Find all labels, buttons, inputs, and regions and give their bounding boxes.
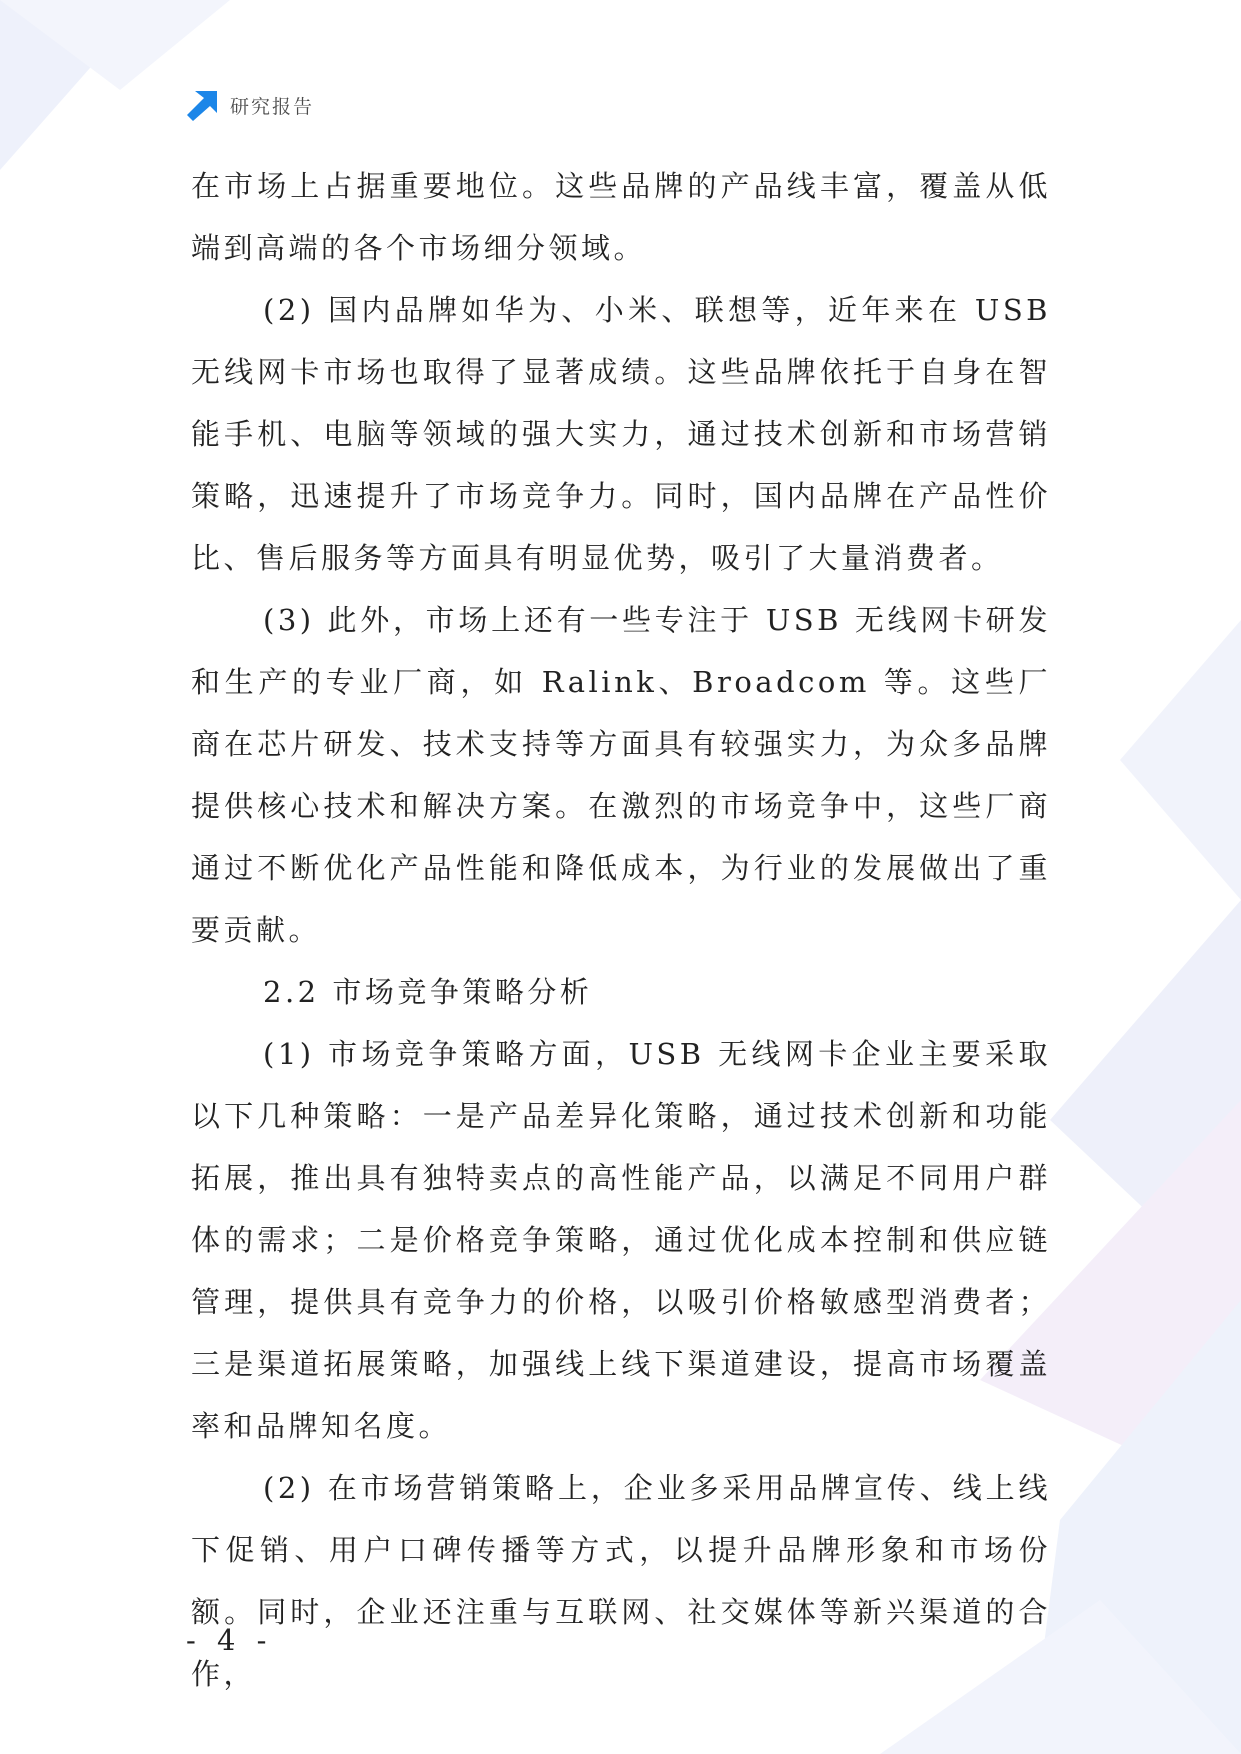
page-number: - 4 - xyxy=(186,1623,273,1657)
arrow-up-right-icon xyxy=(186,88,220,122)
paragraph-marketing-strategies: (2) 在市场营销策略上，企业多采用品牌宣传、线上线下促销、用户口碑传播等方式，以提升品牌形象和市场份额。同时，企业还注重与互联网、社交媒体等新兴渠道的合作， xyxy=(191,1471,1051,1691)
section-heading: 2.2 市场竞争策略分析 xyxy=(263,975,593,1009)
paragraph-domestic-brands: (2) 国内品牌如华为、小米、联想等，近年来在 USB 无线网卡市场也取得了显著成绩。这些品牌依托于自身在智能手机、电脑等领域的强大实力，通过技术创新和市场营销策略，迅速提升了市场竞争力。同时，国内品牌在产品性价比、售后服务等方面具有明显优势，吸引了大量消费者。 xyxy=(191,293,1051,575)
header-title: 研究报告 xyxy=(230,95,315,118)
paragraph-specialized-vendors: (3) 此外，市场上还有一些专注于 USB 无线网卡研发和生产的专业厂商，如 Ralink、Broadcom 等。这些厂商在芯片研发、技术支持等方面具有较强实力，为众多品牌提供核心技术和解决方案。在激烈的市场竞争中，这些厂商通过不断优化产品性能和降低成本，为行业的发展做出了重要贡献。 xyxy=(191,603,1051,947)
paragraph-competition-strategies: (1) 市场竞争策略方面，USB 无线网卡企业主要采取以下几种策略：一是产品差异化策略，通过技术创新和功能拓展，推出具有独特卖点的高性能产品，以满足不同用户群体的需求；二是价格竞争策略，通过优化成本控制和供应链管理，提供具有竞争力的价格，以吸引价格敏感型消费者；三是渠道拓展策略，加强线上线下渠道建设，提高市场覆盖率和品牌知名度。 xyxy=(191,1037,1051,1443)
report-header xyxy=(186,88,314,122)
document-body xyxy=(191,155,1051,1705)
paragraph-continuation: 在市场上占据重要地位。这些品牌的产品线丰富，覆盖从低端到高端的各个市场细分领域。 xyxy=(191,169,1051,265)
